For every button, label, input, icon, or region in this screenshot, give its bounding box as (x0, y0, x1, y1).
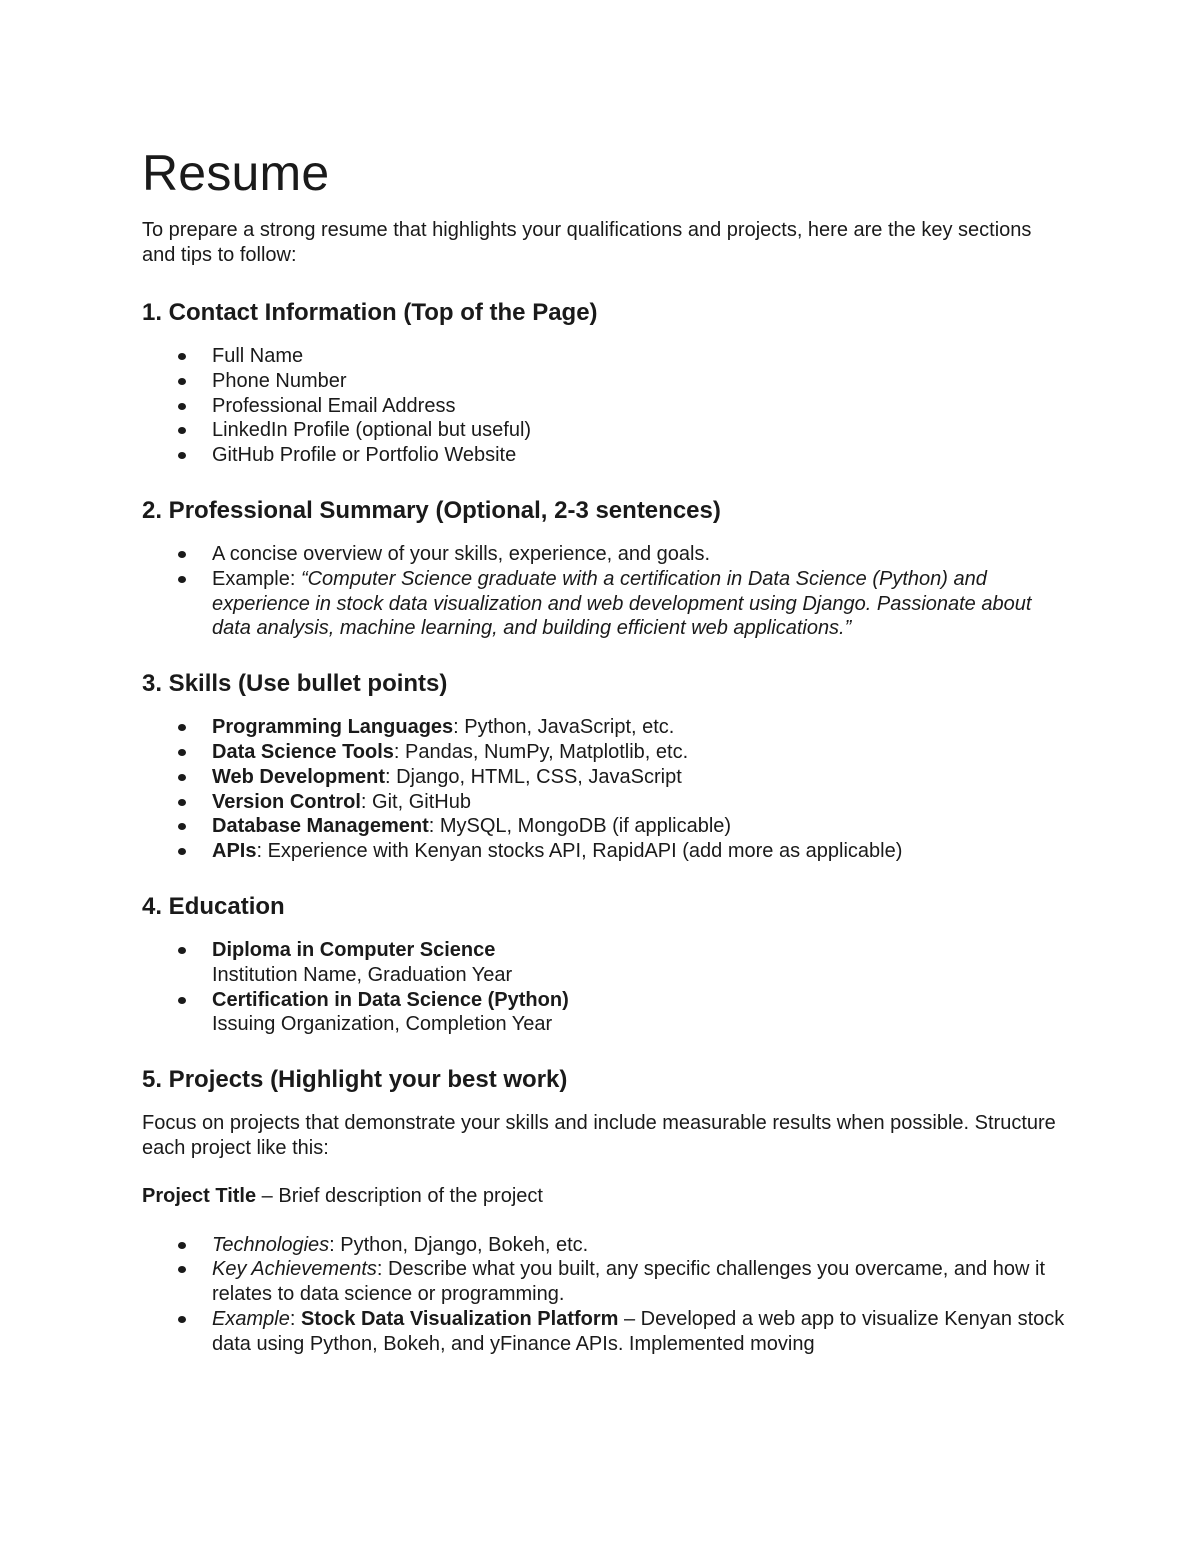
education-detail: Institution Name, Graduation Year (212, 963, 513, 986)
bullet-icon (178, 724, 186, 731)
example-project-title: Stock Data Visualization Platform (300, 1308, 619, 1331)
list-item: APIs: Experience with Kenyan stocks API, RapidAPI (add more as applicable) (142, 839, 1067, 864)
example-label: Example: (212, 567, 301, 590)
list-item (142, 567, 1067, 641)
intro-paragraph: To prepare a strong resume that highlights your qualifications and projects, here are the key sections and tips to follow: (142, 219, 1032, 266)
bullet-icon (178, 1266, 186, 1273)
list-item (142, 988, 1067, 1038)
skill-label: Data Science Tools (212, 740, 394, 763)
bullet-icon (178, 1242, 186, 1249)
bullet-icon (178, 353, 186, 360)
bullet-icon (178, 823, 186, 830)
list-item: Data Science Tools: Pandas, NumPy, Matplotlib, etc. (142, 740, 1067, 765)
education-list (142, 938, 1067, 1037)
list-item: Professional Email Address (142, 394, 1067, 419)
list-item (142, 938, 1067, 988)
bullet-icon (178, 947, 186, 954)
skill-label: APIs (212, 840, 257, 863)
bullet-icon (178, 576, 186, 583)
page-title: Resume (142, 145, 330, 201)
project-title-label: Project Title (142, 1185, 257, 1208)
skill-label: Version Control (212, 790, 361, 813)
bullet-icon (178, 799, 186, 806)
bullet-icon (178, 452, 186, 459)
list-item: Technologies: Python, Django, Bokeh, etc. (142, 1233, 1067, 1258)
skills-list (142, 715, 1067, 864)
list-item: GitHub Profile or Portfolio Website (142, 443, 1067, 468)
list-item: Key Achievements: Describe what you built, any specific challenges you overcame, and how it relates to data science or programming. (142, 1257, 1067, 1307)
projects-list (142, 1233, 1067, 1357)
project-item-label: Technologies (212, 1233, 330, 1256)
education-title: Diploma in Computer Science (212, 938, 496, 961)
list-item: LinkedIn Profile (optional but useful) (142, 418, 1067, 443)
bullet-icon (178, 378, 186, 385)
contact-heading: 1. Contact Information (Top of the Page) (142, 299, 598, 326)
list-item: Database Management: MySQL, MongoDB (if applicable) (142, 814, 1067, 839)
summary-list (142, 542, 1067, 641)
contact-list (142, 344, 1067, 468)
education-heading: 4. Education (142, 892, 285, 920)
skills-heading: 3. Skills (Use bullet points) (142, 670, 448, 698)
list-item: Programming Languages: Python, JavaScript, etc. (142, 715, 1067, 740)
education-title: Certification in Data Science (Python) (212, 988, 569, 1011)
list-item: Example: Stock Data Visualization Platform – Developed a web app to visualize Kenyan stock data using Python, Bokeh, and yFinance APIs. Implemented moving (142, 1307, 1067, 1357)
projects-heading: 5. Projects (Highlight your best work) (142, 1066, 568, 1094)
bullet-icon (178, 848, 186, 855)
list-item: Phone Number (142, 369, 1067, 394)
bullet-icon (178, 551, 186, 558)
skill-label: Web Development (212, 765, 385, 788)
education-detail: Issuing Organization, Completion Year (212, 1013, 553, 1036)
project-item-label: Key Achievements (212, 1258, 377, 1281)
bullet-icon (178, 1316, 186, 1323)
project-template: Project Title – Brief description of the project (142, 1185, 543, 1208)
bullet-icon (178, 774, 186, 781)
example-label: Example (212, 1308, 290, 1331)
list-item: Full Name (142, 344, 1067, 369)
projects-intro: Focus on projects that demonstrate your skills and include measurable results when possible. Structure each project like this: (142, 1112, 1056, 1159)
skill-label: Database Management (212, 815, 429, 838)
summary-heading: 2. Professional Summary (Optional, 2-3 sentences) (142, 496, 721, 524)
list-item: Web Development: Django, HTML, CSS, JavaScript (142, 765, 1067, 790)
bullet-icon (178, 997, 186, 1004)
list-item: Version Control: Git, GitHub (142, 790, 1067, 815)
list-item: A concise overview of your skills, experience, and goals. (142, 542, 1067, 567)
document-page (142, 140, 1067, 1357)
skill-label: Programming Languages (212, 716, 454, 739)
bullet-icon (178, 403, 186, 410)
bullet-icon (178, 427, 186, 434)
bullet-icon (178, 749, 186, 756)
summary-example: “Computer Science graduate with a certification in Data Science (Python) and experience in stock data visualization and web development using Django. Passionate about data analysis, machine learning, and building efficient web applications.” (212, 567, 1032, 640)
